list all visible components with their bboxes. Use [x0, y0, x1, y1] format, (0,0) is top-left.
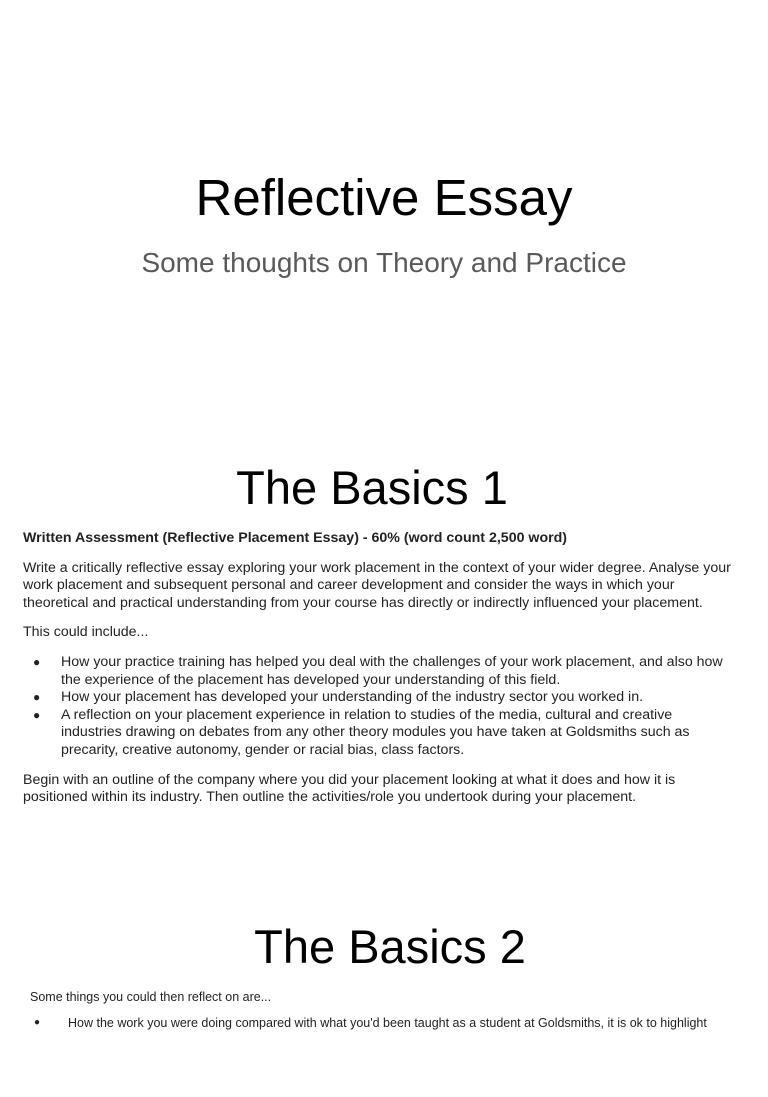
slide-content — [23, 530, 735, 819]
bullet-list — [30, 1015, 730, 1031]
bullet-icon: ● — [33, 654, 41, 669]
list-item: ● How your practice training has helped you deal with the challenges of your work placement, and also how the experience of the placement has developed your understanding of this field. — [33, 653, 723, 688]
slide-basics-2 — [0, 897, 768, 1097]
intro-paragraph: Write a critically reflective essay exploring your work placement in the context of your wider degree. Analyse your work placement and subsequent personal and career development and consider the ways in which your theoretical and practical understanding from your course has directly or indirectly influenced your placement. — [23, 559, 731, 611]
slide-heading: The Basics 1 — [236, 461, 508, 514]
include-label: This could include... — [23, 624, 149, 641]
page-title: Reflective Essay — [195, 169, 573, 226]
list-item: ● A reflection on your placement experience in relation to studies of the media, cultural and creative industries drawing on debates from any other theory modules you have taken at Goldsmiths such as precarity, creative autonomy, gender or racial bias, class factors. — [33, 706, 690, 758]
assessment-line: Written Assessment (Reflective Placement Essay) - 60% (word count 2,500 word) — [23, 530, 568, 546]
bullet-icon: ● — [33, 707, 41, 722]
slide-basics-1 — [0, 436, 768, 896]
slide-content — [30, 989, 730, 1043]
bullet-icon: ● — [34, 1017, 41, 1028]
list-item: ● How your placement has developed your understanding of the industry sector you worked in. — [33, 689, 644, 706]
list-item: ● How the work you were doing compared with what you'd been taught as a student at Goldsmiths, it is ok to highlight — [34, 1016, 707, 1030]
page-subtitle: Some thoughts on Theory and Practice — [141, 247, 627, 278]
closing-paragraph: Begin with an outline of the company where you did your placement looking at what it does and how it is positioned within its industry. Then outline the activities/role you undertook during your placement. — [23, 771, 676, 806]
intro-paragraph: Some things you could then reflect on are... — [30, 990, 272, 1004]
title-slide — [0, 0, 768, 435]
bullet-icon: ● — [33, 690, 41, 705]
bullet-list — [23, 654, 735, 760]
slide-heading: The Basics 2 — [254, 920, 526, 973]
